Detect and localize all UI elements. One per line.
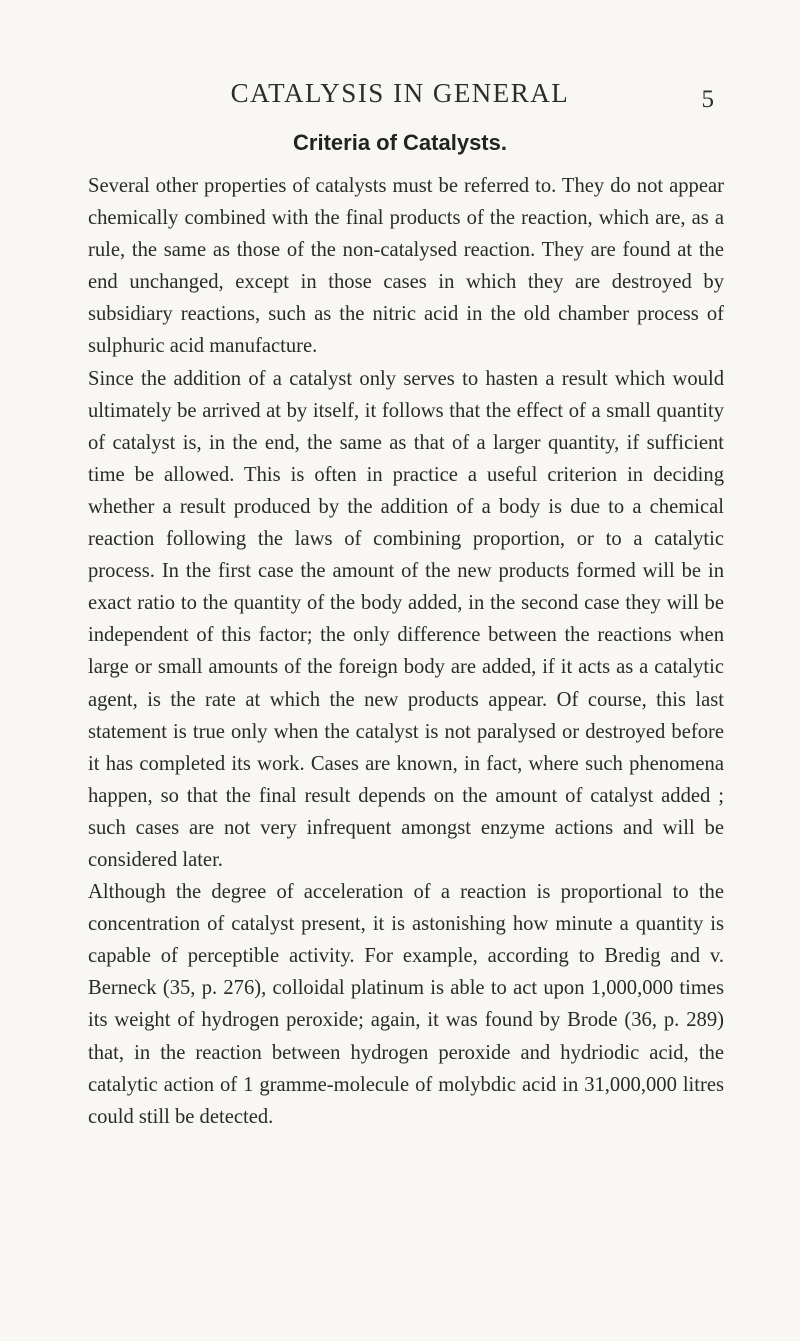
running-head [0, 74, 800, 113]
body-text [88, 170, 724, 1133]
running-title: CATALYSIS IN GENERAL [230, 78, 570, 108]
paragraph-3: Although the degree of acceleration of a reaction is proportional to the concentration of catalyst present, it is astonishing how minute a quantity is capable of perceptible activity. For example, according to Bredig and v. Berneck (35, p. 276), colloidal platinum is able to act upon 1,000,000 times its weight of hydrogen peroxide; again, it was found by Brode (36, p. 289) that, in the reaction between hydrogen peroxide and hydriodic acid, the catalytic action of 1 gramme-molecule of molybdic acid in 31,000,000 litres could still be detected. [88, 881, 724, 1128]
section-heading: Criteria of Catalysts. [293, 130, 507, 155]
page-number: 5 [701, 86, 714, 113]
paragraph-2: Since the addition of a catalyst only serves to hasten a result which would ultimately be arrived at by itself, it follows that the effect of a small quantity of catalyst is, in the end, the same as that of a larger quantity, if sufficient time be allowed. This is often in practice a useful criterion in deciding whether a result produced by the addition of a body is due to a chemical reaction following the laws of combining proportion, or to a catalytic process. In the first case the amount of the new products formed will be in exact ratio to the quantity of the body added, in the second case they will be independent of this factor; the only difference between the reactions when large or small amounts of the foreign body are added, if it acts as a catalytic agent, is the rate at which the new products appear. Of course, this last statement is true only when the catalyst is not paralysed or destroyed before it has completed its work. Cases are known, in fact, where such phenomena happen, so that the final result depends on the amount of catalyst added ; such cases are not very infrequent amongst enzyme actions and will be considered later. [88, 367, 724, 871]
paragraph-1: Several other properties of catalysts must be referred to. They do not appear chemically combined with the final products of the reaction, which are, as a rule, the same as those of the non-catalysed reaction. They are found at the end unchanged, except in those cases in which they are destroyed by subsidiary reactions, such as the nitric acid in the old chamber process of sulphuric acid manufacture. [88, 175, 724, 358]
